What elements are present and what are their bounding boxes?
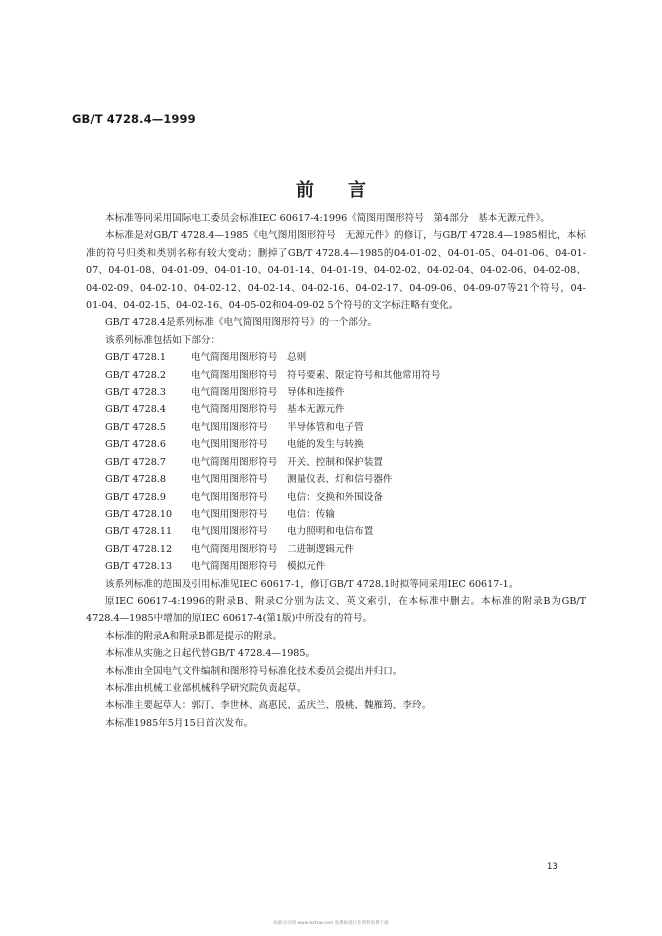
paragraph: 本标准等同采用国际电工委员会标准IEC 60617-4:1996《简图用图形符号 第4部分 基本无源元件》。	[105, 213, 550, 224]
standard-subtitle: 总则	[287, 352, 307, 364]
page-title: 前言	[296, 180, 400, 201]
paragraph: 本标准由全国电气文件编制和图形符号标准化技术委员会提出并归口。	[105, 665, 403, 677]
standard-title: 电气图用图形符号	[191, 474, 268, 486]
standard-subtitle: 基本无源元件	[287, 404, 345, 416]
standard-subtitle: 电信：交换和外围设备	[287, 491, 383, 503]
standard-title: 电气图用图形符号	[191, 491, 268, 503]
paragraph: 本标准的附录A和附录B都是提示的附录。	[105, 630, 283, 642]
standard-title: 电气图用图形符号	[191, 421, 268, 433]
list-item	[105, 401, 586, 418]
standard-title: 电气图用图形符号	[191, 508, 268, 520]
standard-title: 电气简图用图形符号	[191, 543, 278, 555]
list-item	[105, 436, 586, 453]
list-item	[105, 349, 586, 366]
paragraph: 该系列标准的范围及引用标准见IEC 60617-1，修订GB/T 4728.1时拟等同采用IEC 60617-1。	[105, 578, 519, 590]
standard-number: GB/T 4728.3	[105, 387, 166, 399]
standard-number: GB/T 4728.1	[105, 352, 166, 364]
standard-number: GB/T 4728.13	[105, 561, 173, 573]
page-number: 13	[547, 862, 558, 872]
standard-subtitle: 符号要素、限定符号和其他常用符号	[287, 369, 441, 381]
standard-subtitle: 导体和连接件	[287, 387, 345, 399]
standard-number: GB/T 4728.4	[105, 404, 166, 416]
paragraph: 本标准1985年5月15日首次发布。	[105, 717, 254, 729]
standard-number: GB/T 4728.11	[105, 526, 173, 538]
paragraph: 本标准由机械工业部机械科学研究院负责起草。	[105, 682, 307, 694]
list-item	[105, 489, 586, 506]
list-item	[105, 541, 586, 558]
standard-title: 电气简图用图形符号	[191, 352, 278, 364]
standard-title: 电气简图用图形符号	[191, 369, 278, 381]
standard-subtitle: 半导体管和电子管	[287, 421, 364, 433]
standard-number: GB/T 4728.7	[105, 456, 166, 468]
standard-number: GB/T 4728.2	[105, 369, 166, 381]
series-standards-list	[86, 349, 586, 575]
standard-subtitle: 电力照明和电信布置	[287, 526, 374, 538]
list-item	[105, 506, 586, 523]
standard-subtitle: 电信：传输	[287, 508, 335, 520]
standard-number: GB/T 4728.5	[105, 421, 166, 433]
standard-title: 电气简图用图形符号	[191, 561, 278, 573]
list-item	[105, 367, 586, 384]
list-item	[105, 384, 586, 401]
paragraph: 原IEC 60617-4:1996的附录B、附录C分别为法文、英文索引，在本标准中删去。本标准的附录B为GB/T 4728.4—1985中增加的原IEC 60617-4(第1版)中所没有的符号。	[86, 595, 586, 625]
standard-title: 电气图用图形符号	[191, 526, 268, 538]
paragraph: 本标准从实施之日起代替GB/T 4728.4—1985。	[105, 648, 316, 660]
paragraph: GB/T 4728.4是系列标准《电气简图用图形符号》的一个部分。	[105, 317, 378, 329]
list-item	[105, 471, 586, 488]
standard-title: 电气简图用图形符号	[191, 404, 278, 416]
standard-number: GB/T 4728.10	[105, 508, 173, 520]
paragraph: 本标准是对GB/T 4728.4—1985《电气图用图形符号 无源元件》的修订，与GB/T 4728.4—1985相比，本标准的符号归类和类别名称有较大变动；删掉了GB/T 4728.4—1985的04-01-02、04-01-05、04-01-06、04-01-07、04-01-08、04-01-09、04-01-10、04-01-14、04-01-19、04-02-02、04-02-04、04-02-06、04-02-08、04-02-09、04-02-10、04-02-12、04-02-14、04-02-16、04-02-17、04-09-06、04-09-07等21个符号，04-01-04、04-02-15、04-02-16、04-05-02和04-09-02 5个符号的文字标注略有变化。	[86, 230, 586, 312]
standard-title: 电气图用图形符号	[191, 439, 268, 451]
standard-subtitle: 开关、控制和保护装置	[287, 456, 383, 468]
standard-number: GB/T 4728.9	[105, 491, 166, 503]
standard-title: 电气简图用图形符号	[191, 387, 278, 399]
standard-code-header: GB/T 4728.4—1999	[72, 112, 196, 126]
foreword-body	[86, 210, 586, 732]
standard-subtitle: 测量仪表、灯和信号器件	[287, 474, 393, 486]
standard-number: GB/T 4728.8	[105, 474, 166, 486]
list-item	[105, 454, 586, 471]
paragraph: 该系列标准包括如下部分：	[105, 334, 221, 346]
standard-title: 电气简图用图形符号	[191, 456, 278, 468]
standard-subtitle: 模拟元件	[287, 561, 326, 573]
standard-number: GB/T 4728.12	[105, 543, 173, 555]
footer-watermark: 标准分享网 www.bzfxw.com 免费标准行业资料免费下载	[273, 921, 389, 926]
list-item	[105, 419, 586, 436]
standard-subtitle: 电能的发生与转换	[287, 439, 364, 451]
list-item	[105, 558, 586, 575]
standard-number: GB/T 4728.6	[105, 439, 166, 451]
paragraph: 本标准主要起草人：郭汀、李世林、高惠民、孟庆兰、殷桃、魏雁筠、李玲。	[105, 700, 432, 712]
standard-subtitle: 二进制逻辑元件	[287, 543, 355, 555]
list-item	[105, 523, 586, 540]
